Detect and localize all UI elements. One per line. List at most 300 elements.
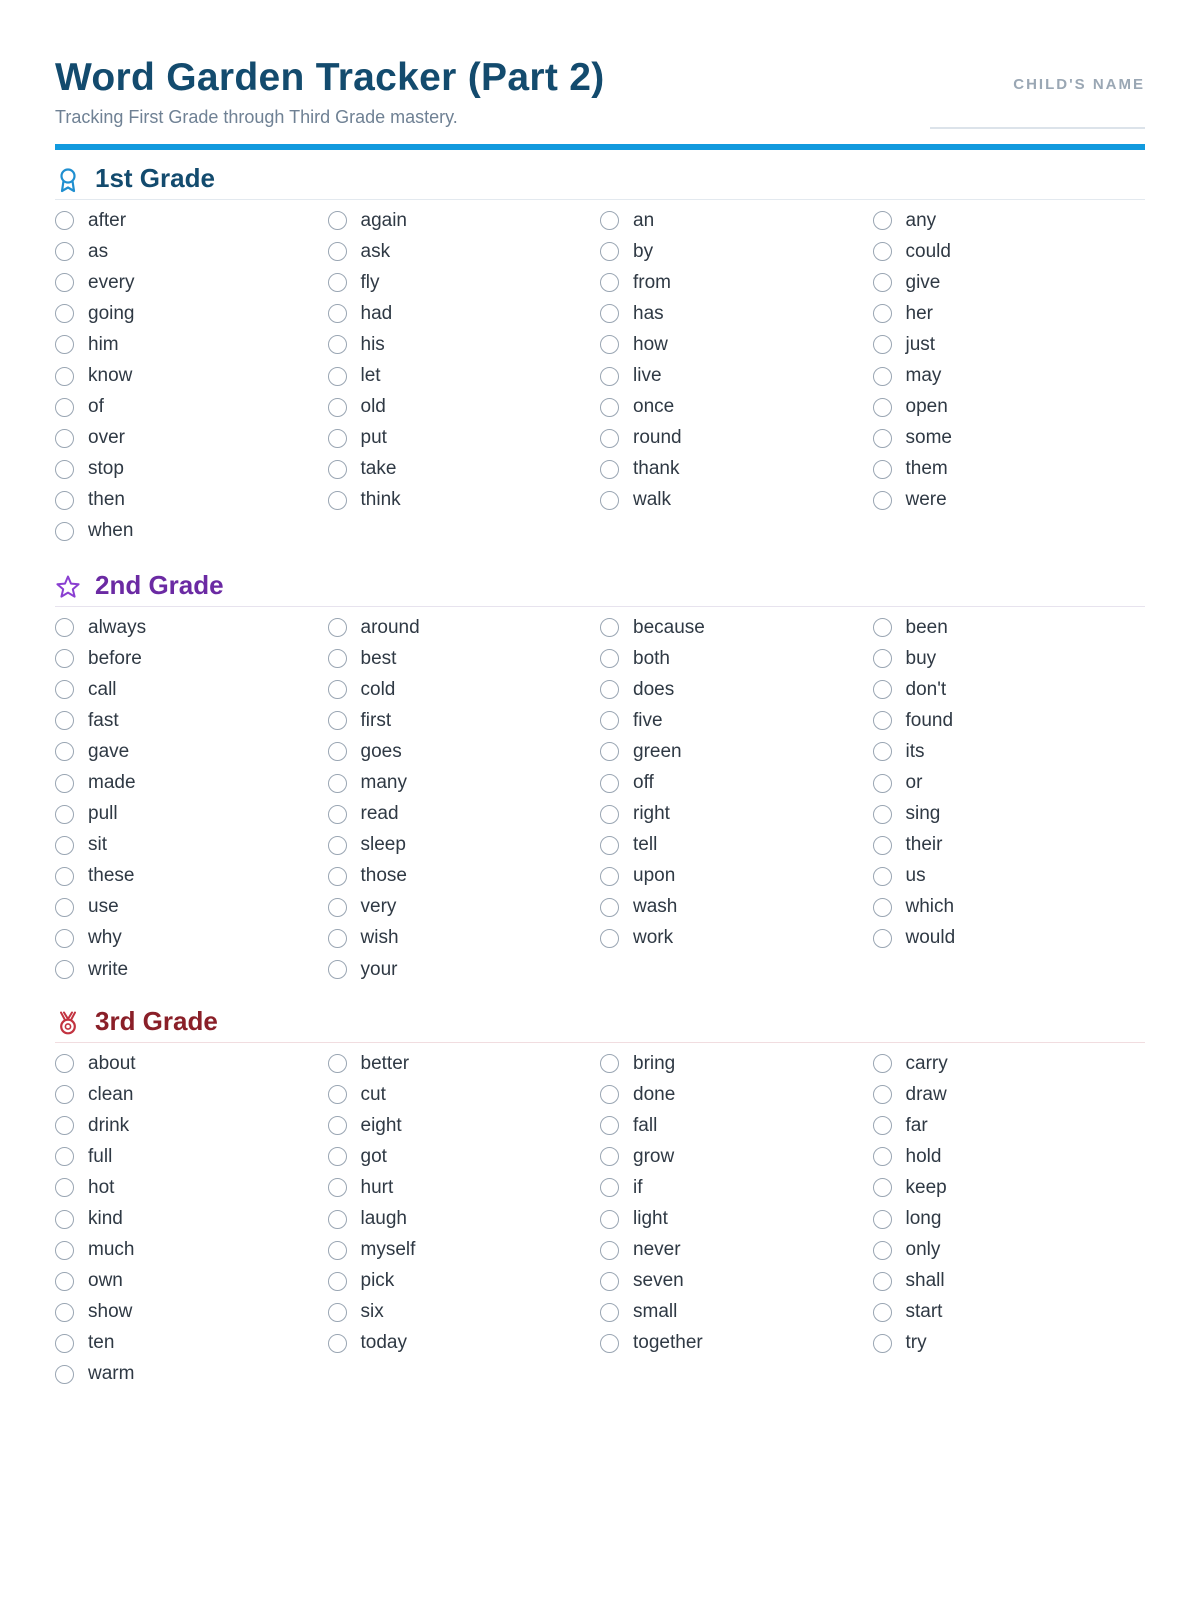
word-item[interactable] xyxy=(873,923,1146,954)
word-label: open xyxy=(905,396,948,418)
word-item[interactable] xyxy=(873,1266,1146,1297)
word-item[interactable] xyxy=(873,861,1146,892)
word-checkbox[interactable] xyxy=(873,649,892,668)
page-title: Word Garden Tracker (Part 2) xyxy=(55,56,605,99)
word-label: carry xyxy=(905,1052,948,1074)
word-item[interactable] xyxy=(873,1235,1146,1266)
word-item[interactable] xyxy=(55,1235,328,1266)
word-label: any xyxy=(905,209,937,231)
word-label: pick xyxy=(360,1270,395,1292)
word-item[interactable] xyxy=(328,861,601,892)
word-item[interactable] xyxy=(55,861,328,892)
word-checkbox[interactable] xyxy=(55,1241,74,1260)
word-checkbox[interactable] xyxy=(873,929,892,948)
word-item[interactable] xyxy=(328,674,601,705)
word-item[interactable] xyxy=(873,799,1146,830)
word-item[interactable] xyxy=(873,1203,1146,1234)
word-checkbox[interactable] xyxy=(328,491,347,510)
word-label: warm xyxy=(88,1363,135,1385)
word-checkbox[interactable] xyxy=(873,805,892,824)
word-checkbox[interactable] xyxy=(55,836,74,855)
word-checkbox[interactable] xyxy=(55,367,74,386)
word-item[interactable] xyxy=(600,1297,873,1328)
section-grade-2 xyxy=(55,565,1145,985)
word-checkbox[interactable] xyxy=(328,1178,347,1197)
word-item[interactable] xyxy=(873,705,1146,736)
word-item[interactable] xyxy=(873,485,1146,516)
word-checkbox[interactable] xyxy=(873,1147,892,1166)
word-item[interactable] xyxy=(600,830,873,861)
word-item[interactable] xyxy=(873,1172,1146,1203)
child-name-field[interactable] xyxy=(930,127,1145,129)
word-item[interactable] xyxy=(600,1172,873,1203)
word-item[interactable] xyxy=(55,674,328,705)
word-checkbox[interactable] xyxy=(600,711,619,730)
word-checkbox[interactable] xyxy=(873,1334,892,1353)
word-checkbox[interactable] xyxy=(600,304,619,323)
word-item[interactable] xyxy=(873,643,1146,674)
word-item[interactable] xyxy=(328,830,601,861)
word-item[interactable] xyxy=(873,454,1146,485)
word-label: ten xyxy=(88,1332,115,1354)
word-checkbox[interactable] xyxy=(873,273,892,292)
word-checkbox[interactable] xyxy=(600,398,619,417)
word-checkbox[interactable] xyxy=(55,960,74,979)
word-item[interactable] xyxy=(873,767,1146,798)
word-checkbox[interactable] xyxy=(328,1116,347,1135)
word-checkbox[interactable] xyxy=(600,1210,619,1229)
word-item[interactable] xyxy=(873,1328,1146,1359)
word-checkbox[interactable] xyxy=(328,273,347,292)
word-item[interactable] xyxy=(328,1328,601,1359)
word-item[interactable] xyxy=(328,1110,601,1141)
word-checkbox[interactable] xyxy=(600,618,619,637)
word-checkbox[interactable] xyxy=(600,929,619,948)
word-label: put xyxy=(360,427,387,449)
word-checkbox[interactable] xyxy=(600,1116,619,1135)
word-item[interactable] xyxy=(55,205,328,236)
word-item[interactable] xyxy=(328,1048,601,1079)
word-checkbox[interactable] xyxy=(600,898,619,917)
word-item[interactable] xyxy=(873,1048,1146,1079)
word-item[interactable] xyxy=(328,329,601,360)
word-item[interactable] xyxy=(328,267,601,298)
word-checkbox[interactable] xyxy=(55,398,74,417)
word-item[interactable] xyxy=(600,485,873,516)
word-item[interactable] xyxy=(55,1172,328,1203)
word-item[interactable] xyxy=(55,643,328,674)
word-checkbox[interactable] xyxy=(55,898,74,917)
word-checkbox[interactable] xyxy=(328,211,347,230)
word-label: sing xyxy=(905,803,941,825)
word-checkbox[interactable] xyxy=(328,649,347,668)
word-label: show xyxy=(88,1301,133,1323)
word-item[interactable] xyxy=(328,767,601,798)
word-checkbox[interactable] xyxy=(55,491,74,510)
medal-icon xyxy=(55,1010,81,1036)
word-item[interactable] xyxy=(55,267,328,298)
word-item[interactable] xyxy=(328,736,601,767)
word-list xyxy=(55,1048,1145,1390)
word-item[interactable] xyxy=(328,954,601,985)
word-item[interactable] xyxy=(873,267,1146,298)
word-checkbox[interactable] xyxy=(328,618,347,637)
word-label: small xyxy=(633,1301,678,1323)
word-item[interactable] xyxy=(328,236,601,267)
word-item[interactable] xyxy=(55,1328,328,1359)
word-checkbox[interactable] xyxy=(328,1210,347,1229)
word-checkbox[interactable] xyxy=(328,242,347,261)
word-label: live xyxy=(633,365,662,387)
word-checkbox[interactable] xyxy=(55,929,74,948)
word-item[interactable] xyxy=(328,1266,601,1297)
word-item[interactable] xyxy=(328,892,601,923)
word-label: right xyxy=(633,803,670,825)
word-item[interactable] xyxy=(55,1297,328,1328)
word-checkbox[interactable] xyxy=(600,774,619,793)
word-item[interactable] xyxy=(600,360,873,391)
word-checkbox[interactable] xyxy=(600,680,619,699)
word-checkbox[interactable] xyxy=(328,929,347,948)
word-item[interactable] xyxy=(55,423,328,454)
word-item[interactable] xyxy=(600,799,873,830)
word-checkbox[interactable] xyxy=(600,335,619,354)
word-checkbox[interactable] xyxy=(55,335,74,354)
word-checkbox[interactable] xyxy=(873,1241,892,1260)
word-label: wash xyxy=(633,896,678,918)
word-label: very xyxy=(360,896,397,918)
word-item[interactable] xyxy=(600,1079,873,1110)
word-label: cut xyxy=(360,1083,386,1105)
word-checkbox[interactable] xyxy=(600,649,619,668)
word-checkbox[interactable] xyxy=(328,429,347,448)
word-checkbox[interactable] xyxy=(328,1241,347,1260)
word-item[interactable] xyxy=(600,923,873,954)
word-checkbox[interactable] xyxy=(873,460,892,479)
word-checkbox[interactable] xyxy=(873,774,892,793)
word-item[interactable] xyxy=(55,612,328,643)
word-item[interactable] xyxy=(55,329,328,360)
word-item[interactable] xyxy=(55,1266,328,1297)
word-item[interactable] xyxy=(55,1141,328,1172)
word-checkbox[interactable] xyxy=(873,304,892,323)
word-checkbox[interactable] xyxy=(600,1334,619,1353)
word-checkbox[interactable] xyxy=(600,1303,619,1322)
word-item[interactable] xyxy=(600,236,873,267)
word-item[interactable] xyxy=(600,392,873,423)
word-item[interactable] xyxy=(55,923,328,954)
word-item[interactable] xyxy=(328,1079,601,1110)
word-checkbox[interactable] xyxy=(600,836,619,855)
word-checkbox[interactable] xyxy=(873,1085,892,1104)
word-checkbox[interactable] xyxy=(55,805,74,824)
word-label: keep xyxy=(905,1176,947,1198)
word-checkbox[interactable] xyxy=(873,367,892,386)
word-checkbox[interactable] xyxy=(55,867,74,886)
word-label: fly xyxy=(360,271,380,293)
word-label: never xyxy=(633,1239,681,1261)
word-item[interactable] xyxy=(873,830,1146,861)
word-checkbox[interactable] xyxy=(55,304,74,323)
word-label: again xyxy=(360,209,407,231)
word-item[interactable] xyxy=(873,674,1146,705)
word-checkbox[interactable] xyxy=(600,805,619,824)
word-checkbox[interactable] xyxy=(873,242,892,261)
word-item[interactable] xyxy=(328,1203,601,1234)
word-checkbox[interactable] xyxy=(873,742,892,761)
word-label: both xyxy=(633,647,670,669)
word-item[interactable] xyxy=(600,454,873,485)
word-item[interactable] xyxy=(600,423,873,454)
word-label: could xyxy=(905,240,951,262)
word-checkbox[interactable] xyxy=(328,1334,347,1353)
word-checkbox[interactable] xyxy=(873,211,892,230)
word-checkbox[interactable] xyxy=(600,867,619,886)
word-checkbox[interactable] xyxy=(55,460,74,479)
word-item[interactable] xyxy=(55,360,328,391)
word-checkbox[interactable] xyxy=(55,1272,74,1291)
word-item[interactable] xyxy=(600,1328,873,1359)
word-item[interactable] xyxy=(600,1203,873,1234)
word-item[interactable] xyxy=(873,1297,1146,1328)
word-label: wish xyxy=(360,927,399,949)
word-item[interactable] xyxy=(328,423,601,454)
word-item[interactable] xyxy=(328,1235,601,1266)
word-item[interactable] xyxy=(600,736,873,767)
word-item[interactable] xyxy=(55,954,328,985)
word-checkbox[interactable] xyxy=(55,1054,74,1073)
word-item[interactable] xyxy=(328,454,601,485)
word-item[interactable] xyxy=(600,892,873,923)
word-checkbox[interactable] xyxy=(873,1210,892,1229)
word-checkbox[interactable] xyxy=(55,273,74,292)
word-checkbox[interactable] xyxy=(55,774,74,793)
word-item[interactable] xyxy=(328,705,601,736)
word-checkbox[interactable] xyxy=(328,867,347,886)
word-checkbox[interactable] xyxy=(328,1085,347,1104)
word-item[interactable] xyxy=(873,892,1146,923)
word-checkbox[interactable] xyxy=(873,1178,892,1197)
word-item[interactable] xyxy=(873,298,1146,329)
word-label: gave xyxy=(88,740,130,762)
word-item[interactable] xyxy=(873,392,1146,423)
word-item[interactable] xyxy=(328,643,601,674)
word-checkbox[interactable] xyxy=(873,398,892,417)
word-item[interactable] xyxy=(600,1110,873,1141)
word-checkbox[interactable] xyxy=(328,805,347,824)
word-item[interactable] xyxy=(600,205,873,236)
word-checkbox[interactable] xyxy=(55,742,74,761)
word-label: from xyxy=(633,271,671,293)
word-label: had xyxy=(360,302,393,324)
word-checkbox[interactable] xyxy=(873,867,892,886)
word-item[interactable] xyxy=(600,674,873,705)
word-item[interactable] xyxy=(328,1172,601,1203)
word-checkbox[interactable] xyxy=(55,1116,74,1135)
word-checkbox[interactable] xyxy=(328,1303,347,1322)
word-checkbox[interactable] xyxy=(873,1116,892,1135)
word-item[interactable] xyxy=(328,1141,601,1172)
word-item[interactable] xyxy=(55,705,328,736)
word-checkbox[interactable] xyxy=(55,711,74,730)
word-checkbox[interactable] xyxy=(55,680,74,699)
word-checkbox[interactable] xyxy=(600,742,619,761)
word-item[interactable] xyxy=(55,1048,328,1079)
word-checkbox[interactable] xyxy=(328,960,347,979)
word-item[interactable] xyxy=(873,329,1146,360)
word-checkbox[interactable] xyxy=(328,1147,347,1166)
word-item[interactable] xyxy=(55,298,328,329)
word-item[interactable] xyxy=(600,612,873,643)
word-item[interactable] xyxy=(328,1297,601,1328)
word-item[interactable] xyxy=(55,830,328,861)
word-checkbox[interactable] xyxy=(328,836,347,855)
word-item[interactable] xyxy=(873,1079,1146,1110)
word-checkbox[interactable] xyxy=(55,242,74,261)
word-item[interactable] xyxy=(328,298,601,329)
word-item[interactable] xyxy=(328,360,601,391)
word-label: hurt xyxy=(360,1176,394,1198)
word-checkbox[interactable] xyxy=(328,1272,347,1291)
word-label: draw xyxy=(905,1083,947,1105)
word-label: fast xyxy=(88,709,119,731)
word-checkbox[interactable] xyxy=(55,1178,74,1197)
word-checkbox[interactable] xyxy=(328,304,347,323)
word-checkbox[interactable] xyxy=(55,522,74,541)
word-item[interactable] xyxy=(873,736,1146,767)
word-item[interactable] xyxy=(600,705,873,736)
word-item[interactable] xyxy=(328,612,601,643)
word-item[interactable] xyxy=(55,1110,328,1141)
word-checkbox[interactable] xyxy=(873,836,892,855)
word-label: start xyxy=(905,1301,943,1323)
word-checkbox[interactable] xyxy=(55,1085,74,1104)
word-item[interactable] xyxy=(873,1141,1146,1172)
word-label: stop xyxy=(88,458,124,480)
word-checkbox[interactable] xyxy=(873,898,892,917)
word-item[interactable] xyxy=(55,892,328,923)
word-item[interactable] xyxy=(600,767,873,798)
word-checkbox[interactable] xyxy=(600,1241,619,1260)
word-checkbox[interactable] xyxy=(873,491,892,510)
word-checkbox[interactable] xyxy=(600,273,619,292)
word-label: them xyxy=(905,458,948,480)
word-item[interactable] xyxy=(600,1266,873,1297)
word-checkbox[interactable] xyxy=(600,1178,619,1197)
word-checkbox[interactable] xyxy=(328,367,347,386)
word-checkbox[interactable] xyxy=(328,460,347,479)
word-item[interactable] xyxy=(600,298,873,329)
word-checkbox[interactable] xyxy=(600,1272,619,1291)
word-checkbox[interactable] xyxy=(873,680,892,699)
word-checkbox[interactable] xyxy=(873,1303,892,1322)
word-checkbox[interactable] xyxy=(328,711,347,730)
word-label: long xyxy=(905,1208,942,1230)
word-label: hold xyxy=(905,1145,942,1167)
word-item[interactable] xyxy=(873,423,1146,454)
word-checkbox[interactable] xyxy=(328,1054,347,1073)
word-checkbox[interactable] xyxy=(600,491,619,510)
word-item[interactable] xyxy=(55,516,328,547)
word-item[interactable] xyxy=(328,485,601,516)
word-checkbox[interactable] xyxy=(873,1054,892,1073)
word-checkbox[interactable] xyxy=(328,335,347,354)
word-checkbox[interactable] xyxy=(600,1085,619,1104)
word-item[interactable] xyxy=(55,485,328,516)
word-checkbox[interactable] xyxy=(600,1147,619,1166)
word-checkbox[interactable] xyxy=(55,1365,74,1384)
word-item[interactable] xyxy=(600,267,873,298)
word-label: those xyxy=(360,865,407,887)
word-checkbox[interactable] xyxy=(328,680,347,699)
word-checkbox[interactable] xyxy=(55,429,74,448)
word-item[interactable] xyxy=(55,1359,328,1390)
section-header xyxy=(55,158,1145,200)
word-checkbox[interactable] xyxy=(600,242,619,261)
word-checkbox[interactable] xyxy=(55,1303,74,1322)
word-item[interactable] xyxy=(55,392,328,423)
word-item[interactable] xyxy=(55,767,328,798)
word-checkbox[interactable] xyxy=(600,460,619,479)
word-item[interactable] xyxy=(600,329,873,360)
word-item[interactable] xyxy=(55,736,328,767)
word-item[interactable] xyxy=(873,205,1146,236)
word-checkbox[interactable] xyxy=(328,742,347,761)
word-checkbox[interactable] xyxy=(600,211,619,230)
word-label: your xyxy=(360,958,398,980)
word-item[interactable] xyxy=(328,923,601,954)
word-item[interactable] xyxy=(328,799,601,830)
word-checkbox[interactable] xyxy=(328,774,347,793)
word-item[interactable] xyxy=(55,799,328,830)
word-item[interactable] xyxy=(55,236,328,267)
word-checkbox[interactable] xyxy=(873,429,892,448)
word-item[interactable] xyxy=(328,392,601,423)
word-checkbox[interactable] xyxy=(55,211,74,230)
word-item[interactable] xyxy=(328,205,601,236)
word-item[interactable] xyxy=(873,612,1146,643)
section-title: 2nd Grade xyxy=(95,570,224,600)
word-item[interactable] xyxy=(600,861,873,892)
word-item[interactable] xyxy=(873,1110,1146,1141)
word-label: always xyxy=(88,616,147,638)
word-item[interactable] xyxy=(600,1235,873,1266)
word-item[interactable] xyxy=(55,454,328,485)
word-item[interactable] xyxy=(55,1079,328,1110)
word-item[interactable] xyxy=(600,643,873,674)
word-checkbox[interactable] xyxy=(873,1272,892,1291)
word-checkbox[interactable] xyxy=(55,1147,74,1166)
word-checkbox[interactable] xyxy=(55,1210,74,1229)
word-checkbox[interactable] xyxy=(55,618,74,637)
word-checkbox[interactable] xyxy=(55,1334,74,1353)
word-checkbox[interactable] xyxy=(873,711,892,730)
word-item[interactable] xyxy=(600,1048,873,1079)
header-divider xyxy=(55,144,1145,150)
word-checkbox[interactable] xyxy=(600,1054,619,1073)
word-checkbox[interactable] xyxy=(328,398,347,417)
word-checkbox[interactable] xyxy=(873,618,892,637)
word-item[interactable] xyxy=(600,1141,873,1172)
word-item[interactable] xyxy=(873,236,1146,267)
word-checkbox[interactable] xyxy=(328,898,347,917)
word-checkbox[interactable] xyxy=(55,649,74,668)
word-item[interactable] xyxy=(873,360,1146,391)
word-checkbox[interactable] xyxy=(600,429,619,448)
word-item[interactable] xyxy=(55,1203,328,1234)
word-checkbox[interactable] xyxy=(873,335,892,354)
word-checkbox[interactable] xyxy=(600,367,619,386)
